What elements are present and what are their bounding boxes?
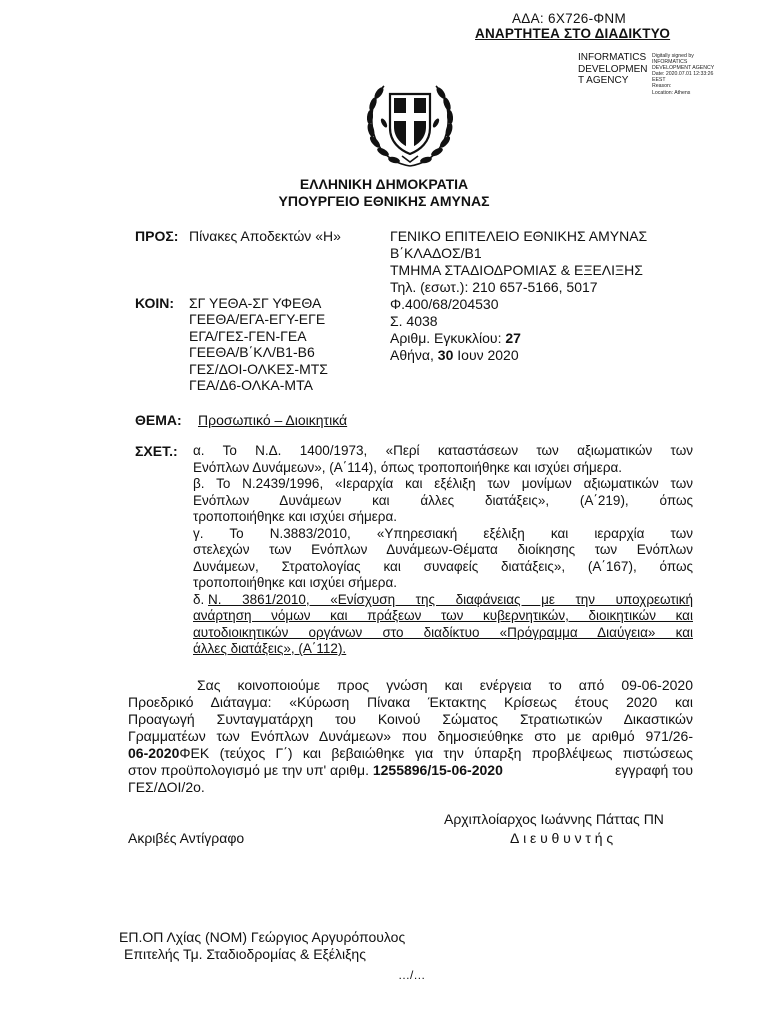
related-d-line: αυτοδιοικητικών οργάνων στο διαδίκτυο «Πρόγραμμα Διαύγεια» και: [193, 624, 693, 640]
koin-item: ΓΕΑ/Δ6-ΟΛΚΑ-ΜΤΑ: [189, 376, 313, 393]
sender-block: [390, 228, 700, 364]
date-rest: Ιουν 2020: [453, 347, 519, 363]
footer-block: [119, 929, 405, 963]
koin-item: ΓΕΕΘΑ/Β΄ΚΛ/Β1-Β6: [189, 344, 315, 361]
sender-line: ΓΕΝΙΚΟ ΕΠΙΤΕΛΕΙΟ ΕΘΝΙΚΗΣ ΑΜΥΝΑΣ: [390, 228, 648, 244]
republic-title: ΕΛΛΗΝΙΚΗ ΔΗΜΟΚΡΑΤΙΑ: [299, 176, 469, 192]
greek-coat-of-arms-icon: [362, 76, 458, 172]
phone-value: 210 657-5166, 5017: [472, 279, 598, 295]
body-line: Προεδρικό Διάταγμα: «Κύρωση Πίνακα Έκτακτης Κρίσεως έτους 2020 και: [128, 694, 693, 710]
related-a-line: Ενόπλων Δυνάμεων», (Α΄114), όπως τροποποιήθηκε και ισχύει σήμερα.: [193, 459, 623, 475]
related-c-line: τροποποιήθηκε και ισχύει σήμερα.: [193, 575, 398, 590]
related-c-line: Δυνάμεων, Στρατολογίας και συναφείς διατάξεις», (Α΄167), όπως: [193, 558, 693, 574]
sender-phone: [390, 279, 700, 296]
subject-value: Προσωπικό – Διοικητικά: [198, 412, 348, 428]
koin-list: [189, 295, 379, 393]
body-line: Προαγωγή Συνταγματάρχη του Κοινού Σώματος Στρατιωτικών Δικαστικών: [128, 711, 693, 727]
related-b-line: Ενόπλων Δυνάμεων και άλλες διατάξεις», (Α΄219), όπως: [193, 492, 693, 508]
registration-number: 1255896/15-06-2020: [372, 762, 503, 778]
related-b-line: β. Το Ν.2439/1996, «Ιεραρχία και εξέλιξη των μονίμων αξιωματικών των: [193, 476, 693, 491]
phone-label: Τηλ. (εσωτ.):: [390, 279, 473, 295]
koin-item: ΣΓ ΥΕΘΑ-ΣΓ ΥΦΕΘΑ: [189, 295, 322, 311]
fek-date: 06-2020: [128, 745, 180, 761]
ministry-title: ΥΠΟΥΡΓΕΙΟ ΕΘΝΙΚΗΣ ΑΜΥΝΑΣ: [278, 193, 490, 209]
signature-meta-line: INFORMATICS: [652, 59, 688, 66]
circular-value: 27: [505, 330, 521, 346]
related-label: ΣΧΕΤ.:: [135, 443, 178, 459]
body-line: εγγραφή του: [611, 762, 693, 778]
date-day: 30: [437, 347, 454, 363]
signature-meta-line: Location: Athens: [652, 89, 691, 96]
body-line: ΓΕΣ/ΔΟΙ/2ο.: [128, 779, 205, 795]
koin-item: ΕΓΑ/ΓΕΣ-ΓΕΝ-ΓΕΑ: [189, 327, 307, 344]
signature-meta-line: DEVELOPMENT AGENCY: [652, 65, 715, 72]
subject-label: ΘΕΜΑ:: [135, 412, 182, 428]
signature-meta-line: EEST: [652, 77, 666, 84]
body-line: ΦΕΚ (τεύχος Γ΄) και βεβαιώθηκε για την ύπαρξη προβλέψεως πιστώσεως: [179, 745, 693, 761]
related-c-line: γ. Το Ν.3883/2010, «Υπηρεσιακή εξέλιξη και ιεραρχία των: [193, 525, 693, 541]
related-c-line: στελεχών των Ενόπλων Δυνάμεων-Θέματα διοίκησης των Ενόπλων: [193, 542, 693, 557]
body-line: Γραμματέων των Ενόπλων Δυνάμεων» που δημοσιεύθηκε στο με αριθμό 971/26-: [128, 728, 693, 744]
signature-meta-line: Digitally signed by: [652, 53, 694, 59]
body-line-6: [128, 762, 693, 779]
body-line-5: [128, 745, 693, 762]
signature-agency: INFORMATICS DEVELOPMEN T AGENCY: [578, 52, 648, 86]
circular-label: Αριθμ. Εγκυκλίου:: [390, 330, 506, 346]
sigma-number: Σ. 4038: [390, 313, 438, 329]
koin-item: ΓΕΣ/ΔΟΙ-ΟΛΚΕΣ-ΜΤΣ: [189, 360, 328, 377]
koin-item: ΓΕΕΘΑ/ΕΓΑ-ΕΓΥ-ΕΓΕ: [189, 311, 326, 328]
related-d-line: ανάρτηση νόμων και πράξεων των κυβερνητικών, διοικητικών και: [193, 608, 693, 623]
place-date: [390, 347, 700, 364]
file-number: Φ.400/68/204530: [390, 296, 499, 312]
body-paragraph: [128, 677, 693, 796]
related-d-first: [193, 592, 693, 609]
signature-metadata: [652, 53, 752, 96]
sender-line: Β΄ΚΛΑΔΟΣ/Β1: [390, 245, 482, 261]
signatory-name: Αρχιπλοίαρχος Ιωάννης Πάττας ΠΝ: [444, 811, 664, 827]
circular-number: [390, 330, 700, 347]
related-d-line: Ν. 3861/2010, «Ενίσχυση της διαφάνειας με την υποχρεωτική: [208, 591, 693, 607]
footer-officer: ΕΠ.ΟΠ Λχίας (ΝΟΜ) Γεώργιος Αργυρόπουλος: [119, 929, 406, 945]
true-copy-label: Ακριβές Αντίγραφο: [128, 830, 245, 846]
signature-meta-line: Date: 2020.07.01 12:33:26: [652, 71, 714, 78]
pros-value: Πίνακες Αποδεκτών «Η»: [189, 228, 341, 244]
ada-code: ΑΔΑ: 6Χ726-ΦΝΜ: [512, 11, 627, 26]
related-b-line: τροποποιήθηκε και ισχύει σήμερα.: [193, 509, 398, 524]
footer-role: Επιτελής Τμ. Σταδιοδρομίας & Εξέλιξης: [124, 946, 366, 962]
place-prefix: Αθήνα,: [390, 347, 438, 363]
related-a-line: α. Το Ν.Δ. 1400/1973, «Περί καταστάσεων των αξιωματικών των: [193, 443, 693, 458]
related-list: [193, 443, 693, 658]
related-d-prefix: δ.: [193, 591, 209, 607]
body-line: στον προϋπολογισμό με την υπ' αριθμ.: [128, 762, 373, 778]
pros-label: ΠΡΟΣ:: [135, 228, 179, 244]
body-line: Σας κοινοποιούμε προς γνώση και ενέργεια το από 09-06-2020: [197, 677, 693, 693]
page-continuation: …/…: [398, 968, 426, 982]
related-d-line: άλλες διατάξεις», (Α΄112).: [193, 641, 347, 656]
koin-label: ΚΟΙΝ:: [135, 295, 175, 311]
director-title: Διευθυντής: [510, 830, 617, 846]
posting-notice: ΑΝΑΡΤΗΤΕΑ ΣΤΟ ΔΙΑΔΙΚΤΥΟ: [475, 26, 671, 41]
sender-line: ΤΜΗΜΑ ΣΤΑΔΙΟΔΡΟΜΙΑΣ & ΕΞΕΛΙΞΗΣ: [390, 262, 643, 278]
signature-meta-line: Reason:: [652, 83, 672, 90]
